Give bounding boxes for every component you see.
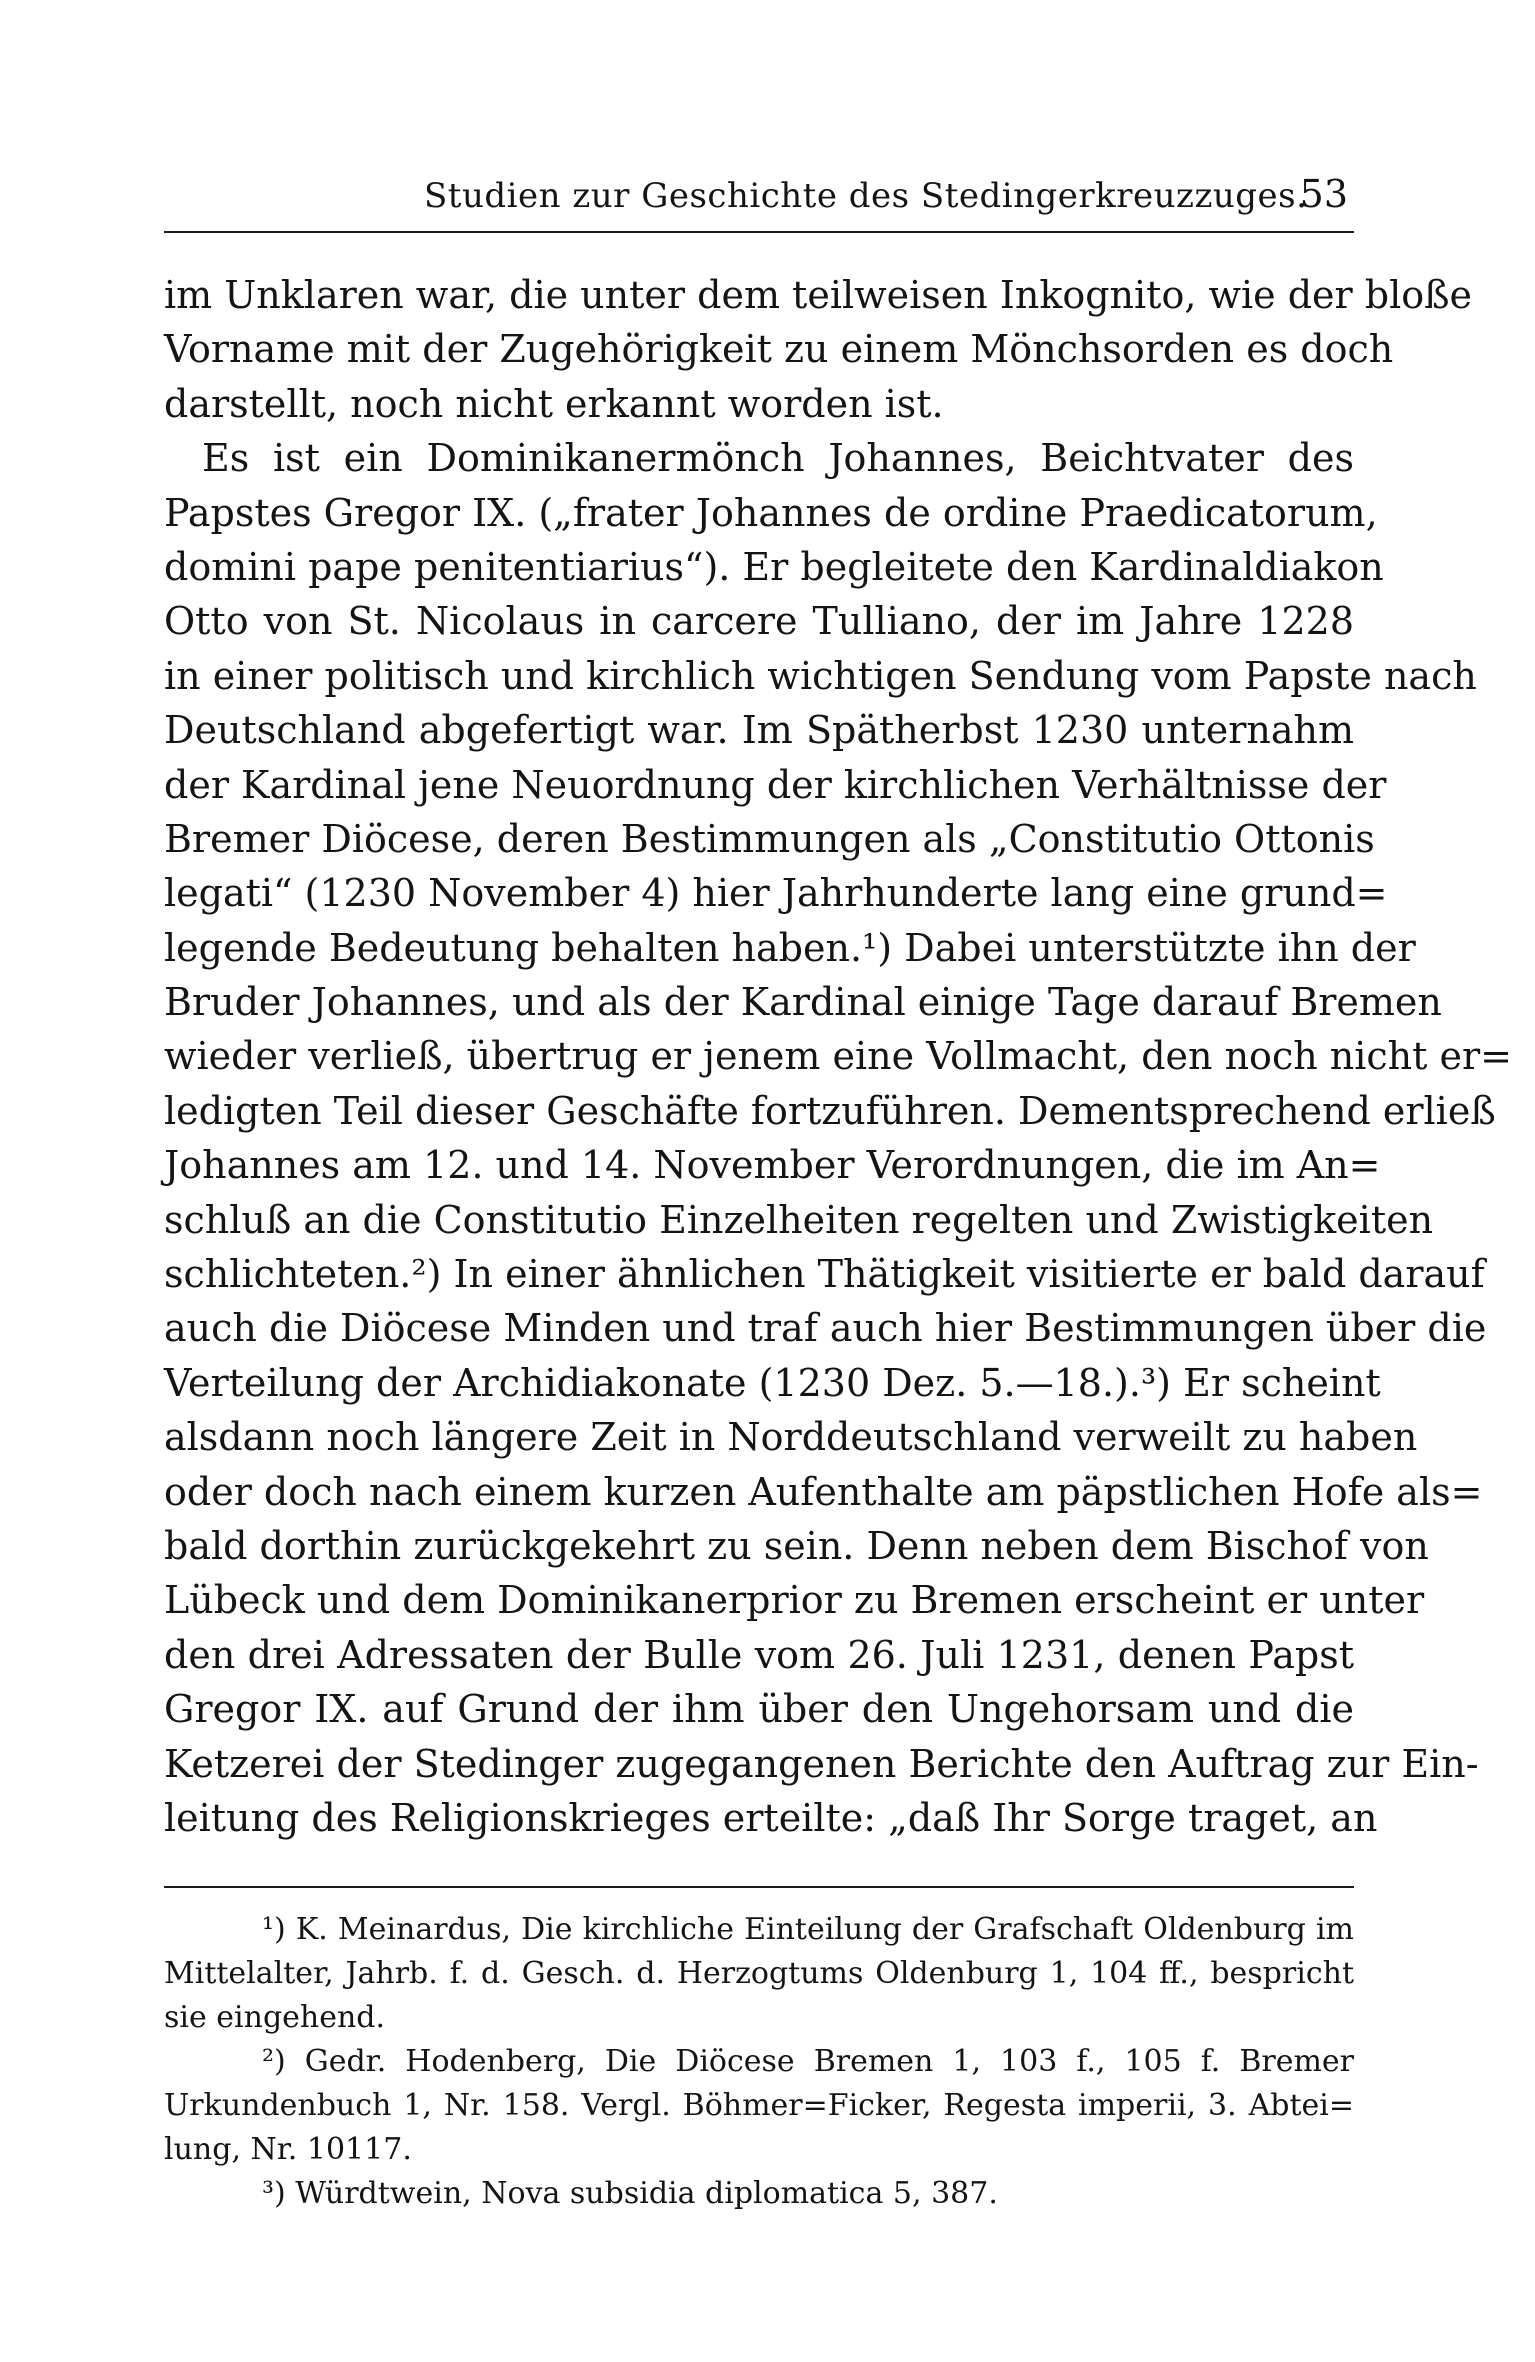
body-line: Otto von St. Nicolaus in carcere Tulliano, der im Jahre 1228 <box>164 599 1354 644</box>
body-line: schlichteten.²) In einer ähnlichen Thätigkeit visitierte er bald darauf <box>164 1252 1485 1297</box>
body-line: der Kardinal jene Neuordnung der kirchlichen Verhältnisse der <box>164 762 1387 807</box>
body-line: alsdann noch längere Zeit in Norddeutschland verweilt zu haben <box>164 1415 1418 1460</box>
body-line: bald dorthin zurückgekehrt zu sein. Denn neben dem Bischof von <box>164 1523 1429 1568</box>
page-number: 53 <box>1299 172 1348 216</box>
body-line: legati“ (1230 November 4) hier Jahrhunderte lang eine grund= <box>164 871 1388 916</box>
running-header <box>164 168 1354 230</box>
body-line: schluß an die Constitutio Einzelheiten regelten und Zwistigkeiten <box>164 1197 1434 1242</box>
body-line: Lübeck und dem Dominikanerprior zu Bremen erscheint er unter <box>164 1578 1425 1623</box>
body-line: Johannes am 12. und 14. November Verordnungen, die im An= <box>164 1143 1381 1188</box>
body-text <box>164 268 1512 1845</box>
body-line: Verteilung der Archidiakonate (1230 Dez. 5.—18.).³) Er scheint <box>164 1360 1381 1405</box>
body-line: Vorname mit der Zugehörigkeit zu einem Mönchsorden es doch <box>164 327 1394 372</box>
body-line: darstellt, noch nicht erkannt worden ist. <box>164 381 944 426</box>
body-line: legende Bedeutung behalten haben.¹) Dabei unterstützte ihn der <box>164 925 1416 970</box>
footnote-line: Mittelalter, Jahrb. f. d. Gesch. d. Herzogtums Oldenburg 1, 104 ff., bespricht <box>164 1956 1354 1991</box>
body-line: in einer politisch und kirchlich wichtigen Sendung vom Papste nach <box>164 653 1477 698</box>
footnote-line: ¹) K. Meinardus, Die kirchliche Einteilung der Grafschaft Oldenburg im <box>262 1912 1354 1947</box>
footnote-rule <box>164 1886 1354 1888</box>
footnote-line: Urkundenbuch 1, Nr. 158. Vergl. Böhmer=Ficker, Regesta imperii, 3. Abtei= <box>164 2088 1354 2123</box>
body-line: oder doch nach einem kurzen Aufenthalte am päpstlichen Hofe als= <box>164 1469 1483 1514</box>
footnotes <box>164 1908 1354 2216</box>
body-line: Ketzerei der Stedinger zugegangenen Berichte den Auftrag zur Ein- <box>164 1741 1479 1786</box>
header-title: Studien zur Geschichte des Stedingerkreuzzuges. <box>424 176 1308 216</box>
body-line: ledigten Teil dieser Geschäfte fortzuführen. Dementsprechend erließ <box>164 1088 1496 1133</box>
body-line: auch die Diöcese Minden und traf auch hier Bestimmungen über die <box>164 1306 1487 1351</box>
body-line: Es ist ein Dominikanermönch Johannes, Beichtvater des <box>202 436 1354 481</box>
footnote-line: ²) Gedr. Hodenberg, Die Diöcese Bremen 1, 103 f., 105 f. Bremer <box>262 2044 1354 2079</box>
footnote-line: ³) Würdtwein, Nova subsidia diplomatica 5, 387. <box>262 2176 998 2211</box>
footnote-line: lung, Nr. 10117. <box>164 2132 412 2167</box>
body-line: leitung des Religionskrieges erteilte: „daß Ihr Sorge traget, an <box>164 1795 1378 1840</box>
body-line: Gregor IX. auf Grund der ihm über den Ungehorsam und die <box>164 1687 1354 1732</box>
body-line: den drei Adressaten der Bulle vom 26. Juli 1231, denen Papst <box>164 1632 1354 1677</box>
body-line: domini pape penitentiarius“). Er begleitete den Kardinaldiakon <box>164 544 1384 589</box>
body-line: Bremer Diöcese, deren Bestimmungen als „Constitutio Ottonis <box>164 816 1375 861</box>
body-line: Bruder Johannes, und als der Kardinal einige Tage darauf Bremen <box>164 980 1442 1025</box>
footnote-line: sie eingehend. <box>164 2000 386 2035</box>
body-line: wieder verließ, übertrug er jenem eine Vollmacht, den noch nicht er= <box>164 1034 1512 1079</box>
body-line: Papstes Gregor IX. („frater Johannes de ordine Praedicatorum, <box>164 490 1378 535</box>
header-rule <box>164 231 1354 233</box>
body-line: Deutschland abgefertigt war. Im Spätherbst 1230 unternahm <box>164 708 1354 753</box>
body-line: im Unklaren war, die unter dem teilweisen Inkognito, wie der bloße <box>164 273 1473 317</box>
